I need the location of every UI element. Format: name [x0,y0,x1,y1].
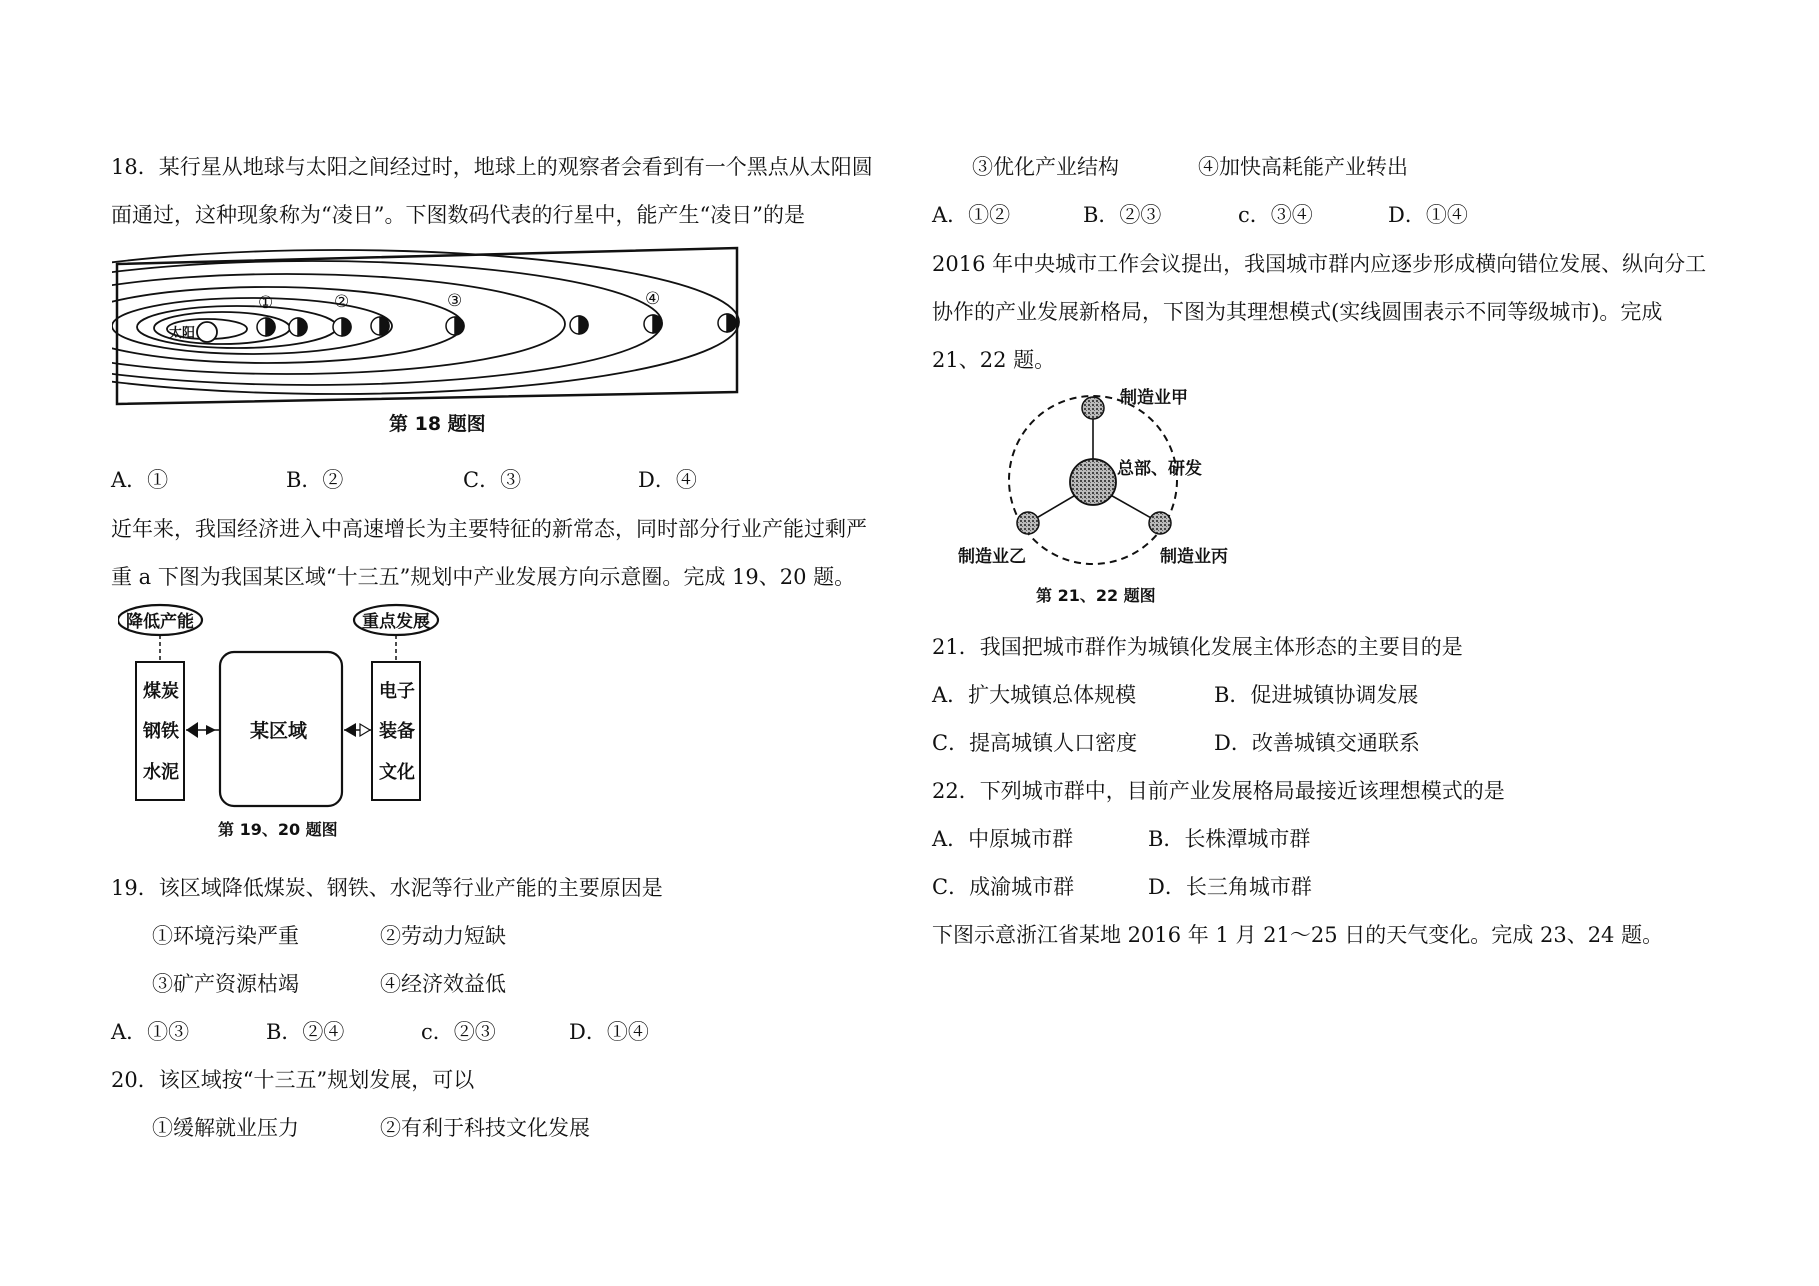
q18-option-a[interactable]: A．① [111,468,169,492]
q20-stem: 20．该区域按“十三五”规划发展，可以 [111,1068,475,1092]
q20-option-d[interactable]: D．①④ [1388,203,1468,227]
q22-option-a[interactable]: A．中原城市群 [932,827,1074,851]
q20-choice-4: ④加快高耗能产业转出 [1198,155,1408,179]
manufacturing-a-label: 制造业甲 [1120,388,1188,408]
sun-label: 太阳 [169,326,196,341]
planet-number-4: ④ [645,289,661,309]
q19-option-d[interactable]: D．①④ [569,1020,649,1044]
reduce-capacity-label: 降低产能 [126,612,194,632]
planet-number-1: ① [258,293,274,313]
q19-choice-3: ③矿产资源枯竭 [152,972,299,996]
q22-option-b[interactable]: B．长株潭城市群 [1148,827,1311,851]
q18-stem-line1: 18．某行星从地球与太阳之间经过时，地球上的观察者会看到有一个黑点从太阳圆 [111,155,873,179]
develop-item-electronics: 电子 [379,681,415,702]
q21-option-b[interactable]: B．促进城镇协调发展 [1214,683,1419,707]
q20-option-b[interactable]: B．②③ [1083,203,1162,227]
reduce-item-coal: 煤炭 [143,681,179,702]
intro-19-20-line1: 近年来，我国经济进入中高速增长为主要特征的新常态，同时部分行业产能过剩严 [111,517,867,541]
intro-23-24: 下图示意浙江省某地 2016 年 1 月 21～25 日的天气变化。完成 23、24 题。 [932,923,1664,947]
q22-option-c[interactable]: C．成渝城市群 [932,875,1075,899]
q22-stem: 22．下列城市群中，目前产业发展格局最接近该理想模式的是 [932,779,1505,803]
q20-choice-2: ②有利于科技文化发展 [380,1116,590,1140]
q20-choice-3: ③优化产业结构 [972,155,1119,179]
reduce-item-steel: 钢铁 [143,721,179,742]
q21-stem: 21．我国把城市群作为城镇化发展主体形态的主要目的是 [932,635,1463,659]
q18-option-c[interactable]: C．③ [463,468,522,492]
planet-number-3: ③ [447,291,463,311]
q19-stem: 19．该区域降低煤炭、钢铁、水泥等行业产能的主要原因是 [111,876,663,900]
q18-stem-line2: 面通过，这种现象称为“凌日”。下图数码代表的行星中，能产生“凌日”的是 [111,203,805,227]
q18-option-d[interactable]: D．④ [638,468,697,492]
manufacturing-b-label: 制造业乙 [958,547,1026,567]
intro-19-20-line2: 重 a 下图为我国某区域“十三五”规划中产业发展方向示意圈。完成 19、20 题。 [111,565,856,589]
headquarters-rd-label: 总部、研发 [1117,459,1202,479]
figure-18-caption: 第 18 题图 [389,413,486,435]
q19-choice-2: ②劳动力短缺 [380,924,506,948]
q21-option-d[interactable]: D．改善城镇交通联系 [1214,731,1420,755]
q19-choice-1: ①环境污染严重 [152,924,299,948]
figure-21-22 [948,380,1248,612]
q22-option-d[interactable]: D．长三角城市群 [1148,875,1312,899]
key-development-label: 重点发展 [362,612,430,632]
region-label: 某区域 [250,720,308,742]
figure-19-20-caption: 第 19、20 题图 [218,820,338,839]
reduce-item-cement: 水泥 [143,762,179,783]
q21-option-c[interactable]: C．提高城镇人口密度 [932,731,1138,755]
intro-21-22-line2: 协作的产业发展新格局，下图为其理想模式(实线圆围表示不同等级城市)。完成 [932,300,1663,324]
q18-option-b[interactable]: B．② [286,468,344,492]
q20-choice-1: ①缓解就业压力 [152,1116,299,1140]
q19-choice-4: ④经济效益低 [380,972,506,996]
q20-option-a[interactable]: A．①② [932,203,1011,227]
q19-option-a[interactable]: A．①③ [111,1020,190,1044]
intro-21-22-line3: 21、22 题。 [932,348,1056,372]
q19-option-c[interactable]: c．②③ [421,1020,496,1044]
figure-19-20 [118,600,458,845]
q21-option-a[interactable]: A．扩大城镇总体规模 [932,683,1137,707]
develop-item-equipment: 装备 [379,721,415,742]
manufacturing-c-label: 制造业丙 [1160,547,1228,567]
planet-number-2: ② [334,292,350,312]
develop-item-culture: 文化 [379,762,415,783]
figure-18 [112,244,742,444]
q19-option-b[interactable]: B．②④ [266,1020,345,1044]
intro-21-22-line1: 2016 年中央城市工作会议提出，我国城市群内应逐步形成横向错位发展、纵向分工 [932,252,1707,276]
figure-21-22-caption: 第 21、22 题图 [1036,586,1156,605]
q20-option-c[interactable]: c．③④ [1238,203,1313,227]
